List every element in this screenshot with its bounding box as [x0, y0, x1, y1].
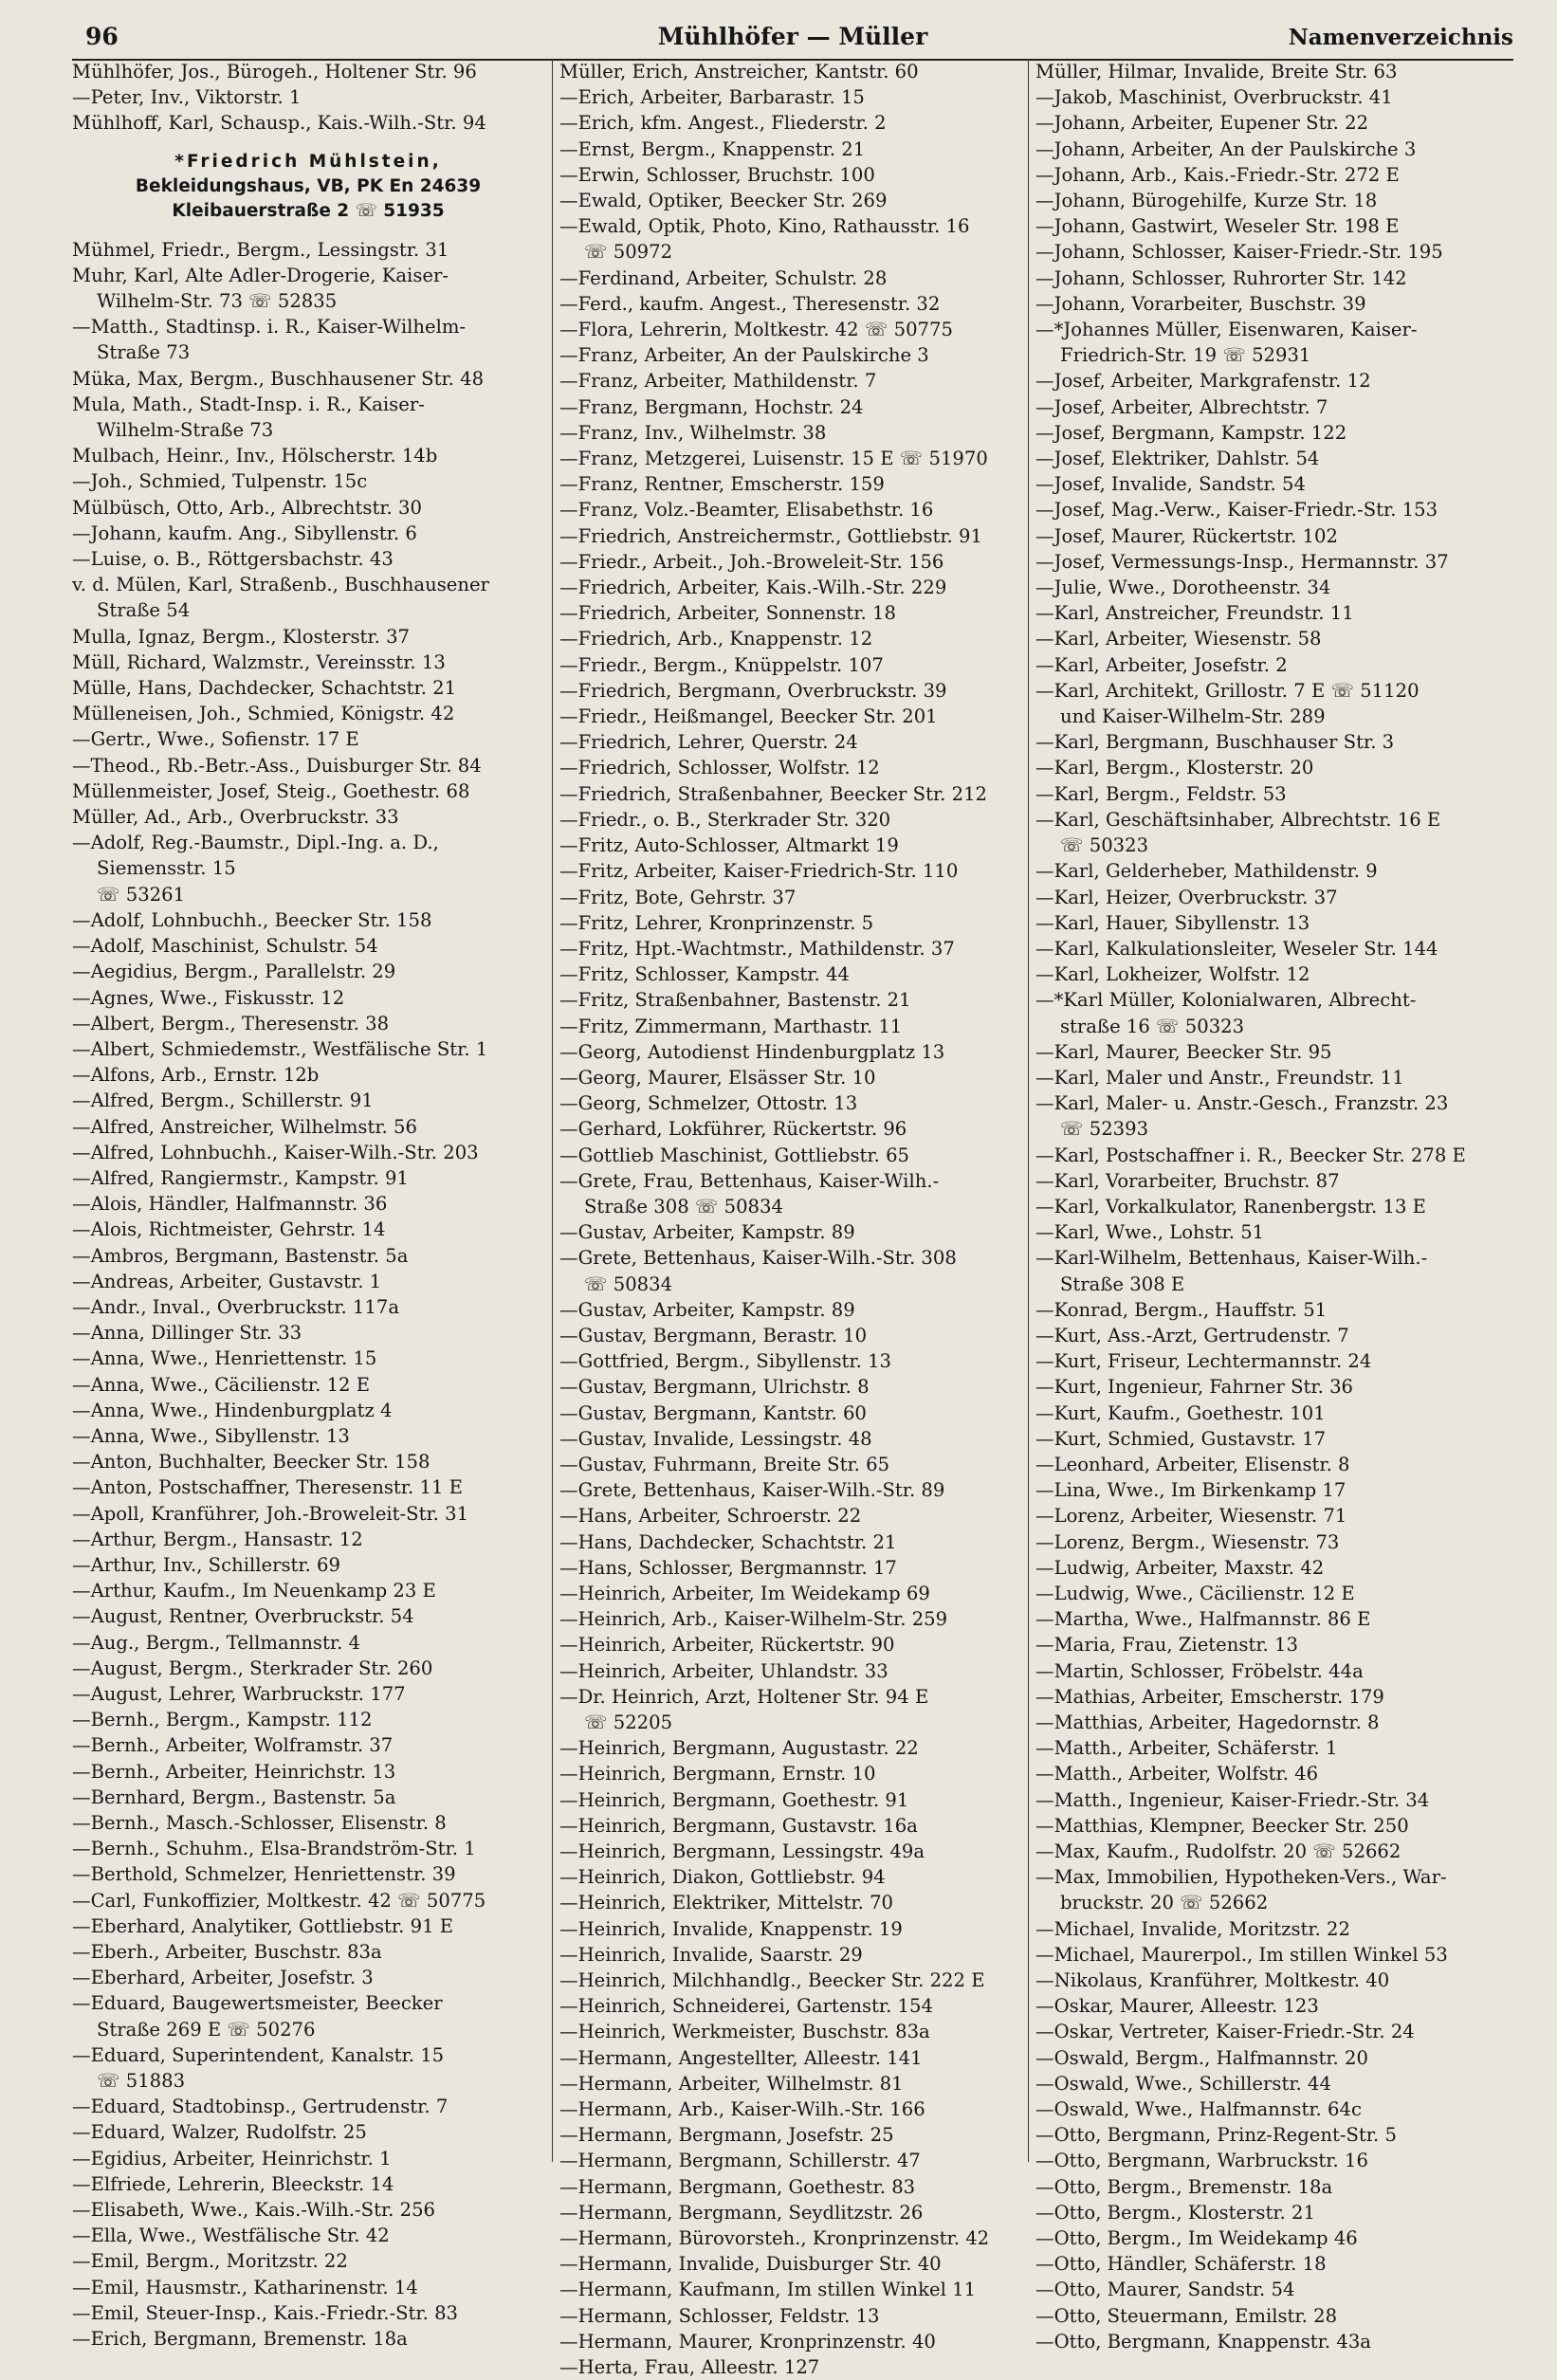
- directory-entry: —Friedrich, Arbeiter, Sonnenstr. 18: [559, 602, 896, 625]
- directory-entry: —Ferd., kaufm. Angest., Theresenstr. 32: [559, 292, 941, 315]
- directory-entry: —Kurt, Friseur, Lechtermannstr. 24: [1035, 1350, 1372, 1373]
- directory-entry: —Karl, Postschaffner i. R., Beecker Str. 278 E: [1035, 1144, 1466, 1166]
- directory-entry: —Hermann, Invalide, Duisburger Str. 40: [559, 2253, 942, 2276]
- directory-entry: Mühlhöfer, Jos., Bürogeh., Holtener Str. 96: [72, 61, 477, 82]
- directory-entry: —Heinrich, Werkmeister, Buschstr. 83a: [559, 2021, 930, 2043]
- directory-entry: —Eduard, Baugewertsmeister, Beecker: [72, 1992, 443, 2015]
- directory-entry: —Oswald, Wwe., Schillerstr. 44: [1035, 2072, 1331, 2095]
- directory-entry: —Johann, Bürogehilfe, Kurze Str. 18: [1035, 190, 1378, 212]
- directory-entry: —Heinrich, Elektriker, Mittelstr. 70: [559, 1892, 893, 1914]
- directory-entry: —Franz, Metzgerei, Luisenstr. 15 E ☏ 51970: [559, 448, 988, 470]
- directory-entry: —Friedr., o. B., Sterkrader Str. 320: [559, 808, 891, 831]
- directory-entry: —Hermann, Arb., Kaiser-Wilh.-Str. 166: [559, 2098, 925, 2121]
- directory-entry: ☏ 53261: [97, 883, 186, 906]
- directory-entry: —August, Rentner, Overbruckstr. 54: [72, 1605, 414, 1628]
- directory-entry: —Adolf, Reg.-Baumstr., Dipl.-Ing. a. D.,: [72, 832, 439, 854]
- directory-entry: bruckstr. 20 ☏ 52662: [1060, 1892, 1269, 1914]
- directory-entry: Mulbach, Heinr., Inv., Hölscherstr. 14b: [72, 445, 438, 467]
- directory-entry: —Karl, Kalkulationsleiter, Weseler Str. 144: [1035, 937, 1438, 960]
- directory-entry: —Leonhard, Arbeiter, Elisenstr. 8: [1035, 1453, 1350, 1475]
- directory-entry: —Emil, Bergm., Moritzstr. 22: [72, 2250, 348, 2273]
- directory-entry: —Dr. Heinrich, Arzt, Holtener Str. 94 E: [559, 1685, 929, 1708]
- directory-entry: —Lorenz, Bergm., Wiesenstr. 73: [1035, 1530, 1340, 1553]
- directory-entry: Mula, Math., Stadt-Insp. i. R., Kaiser-: [72, 393, 425, 415]
- directory-entry: —Johann, Gastwirt, Weseler Str. 198 E: [1035, 215, 1400, 238]
- directory-entry: —Adolf, Lohnbuchh., Beecker Str. 158: [72, 908, 432, 931]
- directory-entry: —Grete, Frau, Bettenhaus, Kaiser-Wilh.-: [559, 1169, 940, 1192]
- directory-entry: —Johann, kaufm. Ang., Sibyllenstr. 6: [72, 522, 417, 544]
- directory-entry: —Karl, Heizer, Overbruckstr. 37: [1035, 886, 1338, 908]
- directory-entry: —Friedrich, Arb., Knappenstr. 12: [559, 628, 873, 650]
- directory-entry: —Martha, Wwe., Halfmannstr. 86 E: [1035, 1608, 1371, 1631]
- directory-entry: Straße 308 ☏ 50834: [584, 1195, 783, 1217]
- directory-entry: —Oswald, Bergm., Halfmannstr. 20: [1035, 2046, 1368, 2069]
- directory-entry: —Matthias, Klempner, Beecker Str. 250: [1035, 1814, 1409, 1837]
- directory-entry: —Heinrich, Bergmann, Goethestr. 91: [559, 1788, 909, 1811]
- directory-entry: —Heinrich, Arbeiter, Uhlandstr. 33: [559, 1659, 888, 1682]
- directory-entry: —Maria, Frau, Zietenstr. 13: [1035, 1634, 1298, 1657]
- directory-entry: —Hans, Dachdecker, Schachtstr. 21: [559, 1530, 897, 1553]
- directory-entry: —August, Bergm., Sterkrader Str. 260: [72, 1657, 433, 1679]
- directory-entry: —Friedrich, Straßenbahner, Beecker Str. 212: [559, 782, 988, 805]
- directory-entry: —Kurt, Schmied, Gustavstr. 17: [1035, 1427, 1327, 1450]
- directory-entry: —Otto, Händler, Schäferstr. 18: [1035, 2253, 1327, 2276]
- directory-entry: —Heinrich, Diakon, Gottliebstr. 94: [559, 1866, 886, 1889]
- directory-entry: —Ferdinand, Arbeiter, Schulstr. 28: [559, 266, 888, 289]
- directory-entry: Müller, Erich, Anstreicher, Kantstr. 60: [559, 61, 919, 82]
- directory-entry: —Alfred, Lohnbuchh., Kaiser-Wilh.-Str. 203: [72, 1141, 479, 1163]
- directory-entry: —Otto, Bergmann, Knappenstr. 43a: [1035, 2330, 1371, 2353]
- directory-entry: Wilhelm-Straße 73: [97, 419, 274, 442]
- column-3: [1035, 59, 1510, 2353]
- directory-entry: —Karl, Arbeiter, Josefstr. 2: [1035, 653, 1288, 676]
- directory-entry: —Josef, Mag.-Verw., Kaiser-Friedr.-Str. 153: [1035, 499, 1438, 522]
- directory-entry: —Heinrich, Bergmann, Gustavstr. 16a: [559, 1814, 918, 1837]
- directory-entry: —Kurt, Ass.-Arzt, Gertrudenstr. 7: [1035, 1324, 1349, 1346]
- directory-entry: Mülbüsch, Otto, Arb., Albrechtstr. 30: [72, 496, 422, 519]
- directory-entry: —Kurt, Ingenieur, Fahrner Str. 36: [1035, 1376, 1354, 1399]
- section-title: Namenverzeichnis: [1288, 25, 1513, 50]
- directory-entry: —Ludwig, Wwe., Cäcilienstr. 12 E: [1035, 1582, 1355, 1604]
- directory-entry: —Karl, Bergm., Klosterstr. 20: [1035, 757, 1314, 779]
- directory-entry: —Anton, Postschaffner, Theresenstr. 11 E: [72, 1476, 463, 1499]
- directory-entry: —Otto, Bergmann, Warbruckstr. 16: [1035, 2150, 1368, 2172]
- directory-entry: —Alfred, Rangiermstr., Kampstr. 91: [72, 1166, 409, 1189]
- directory-entry: —Arthur, Bergm., Hansastr. 12: [72, 1528, 363, 1550]
- directory-entry: —Hermann, Schlosser, Feldstr. 13: [559, 2304, 880, 2327]
- directory-entry: —Hermann, Bergmann, Seydlitzstr. 26: [559, 2201, 924, 2224]
- directory-entry: —Johann, Schlosser, Kaiser-Friedr.-Str. 195: [1035, 241, 1443, 264]
- column-1: [72, 59, 544, 2351]
- directory-entry: Mülle, Hans, Dachdecker, Schachtstr. 21: [72, 677, 457, 700]
- directory-entry: Muhr, Karl, Alte Adler-Drogerie, Kaiser-: [72, 264, 449, 286]
- directory-entry: Müka, Max, Bergm., Buschhausener Str. 48: [72, 367, 485, 390]
- directory-entry: —Egidius, Arbeiter, Heinrichstr. 1: [72, 2147, 392, 2169]
- directory-entry: —Franz, Inv., Wilhelmstr. 38: [559, 421, 827, 444]
- directory-entry: —Mathias, Arbeiter, Emscherstr. 179: [1035, 1685, 1384, 1708]
- directory-entry: —Hermann, Arbeiter, Wilhelmstr. 81: [559, 2072, 904, 2095]
- directory-entry: —Johann, Arbeiter, Eupener Str. 22: [1035, 112, 1369, 135]
- directory-entry: —*Johannes Müller, Eisenwaren, Kaiser-: [1035, 319, 1418, 341]
- directory-entry: —Karl, Maurer, Beecker Str. 95: [1035, 1040, 1332, 1063]
- directory-entry: —Matthias, Arbeiter, Hagedornstr. 8: [1035, 1712, 1380, 1733]
- directory-entry: —Friedrich, Arbeiter, Kais.-Wilh.-Str. 229: [559, 577, 947, 599]
- directory-entry: —Franz, Rentner, Emscherstr. 159: [559, 473, 885, 496]
- directory-entry: —Eberh., Arbeiter, Buschstr. 83a: [72, 1941, 382, 1964]
- directory-entry: —Emil, Steuer-Insp., Kais.-Friedr.-Str. 83: [72, 2301, 459, 2324]
- directory-entry: —Gerhard, Lokführer, Rückertstr. 96: [559, 1118, 907, 1141]
- directory-entry: —Heinrich, Invalide, Saarstr. 29: [559, 1943, 863, 1966]
- directory-entry: —Heinrich, Bergmann, Lessingstr. 49a: [559, 1840, 925, 1863]
- directory-entry: —Heinrich, Schneiderei, Gartenstr. 154: [559, 1995, 933, 2018]
- directory-entry: —Josef, Invalide, Sandstr. 54: [1035, 473, 1306, 496]
- directory-entry: und Kaiser-Wilhelm-Str. 289: [1060, 705, 1326, 728]
- directory-entry: —Matth., Arbeiter, Wolfstr. 46: [1035, 1763, 1319, 1785]
- directory-entry: —Gertr., Wwe., Sofienstr. 17 E: [72, 728, 359, 751]
- directory-entry: Müller, Hilmar, Invalide, Breite Str. 63: [1035, 61, 1398, 82]
- directory-entry: —Karl, Bergm., Feldstr. 53: [1035, 782, 1287, 805]
- directory-entry: —Lina, Wwe., Im Birkenkamp 17: [1035, 1479, 1346, 1502]
- directory-entry: —Michael, Invalide, Moritzstr. 22: [1035, 1917, 1350, 1940]
- directory-entry: —Fritz, Auto-Schlosser, Altmarkt 19: [559, 834, 899, 857]
- directory-entry: ☏ 52393: [1060, 1118, 1149, 1141]
- directory-entry: —Nikolaus, Kranführer, Moltkestr. 40: [1035, 1969, 1390, 1992]
- directory-entry: —Franz, Volz.-Beamter, Elisabethstr. 16: [559, 499, 934, 522]
- directory-entry: Müller, Ad., Arb., Overbruckstr. 33: [72, 806, 399, 829]
- directory-entry: —Herta, Frau, Alleestr. 127: [559, 2356, 820, 2379]
- directory-entry: —Gustav, Fuhrmann, Breite Str. 65: [559, 1453, 890, 1475]
- directory-entry: ☏ 51883: [97, 2070, 186, 2093]
- directory-entry: —Bernhard, Bergm., Bastenstr. 5a: [72, 1785, 396, 1808]
- directory-entry: —Karl, Architekt, Grillostr. 7 E ☏ 51120: [1035, 679, 1420, 702]
- directory-entry: —Ewald, Optik, Photo, Kino, Rathausstr. 16: [559, 215, 970, 238]
- directory-entry: —Heinrich, Bergmann, Augustastr. 22: [559, 1737, 919, 1760]
- directory-entry: Mühmel, Friedr., Bergm., Lessingstr. 31: [72, 238, 449, 261]
- directory-entry: —Jakob, Maschinist, Overbruckstr. 41: [1035, 86, 1393, 109]
- directory-entry: —Ambros, Bergmann, Bastenstr. 5a: [72, 1244, 409, 1267]
- directory-entry: —Lorenz, Arbeiter, Wiesenstr. 71: [1035, 1505, 1347, 1528]
- directory-entry: —Johann, Vorarbeiter, Buschstr. 39: [1035, 292, 1366, 315]
- directory-entry: Straße 308 E: [1060, 1272, 1185, 1295]
- directory-entry: —Hermann, Angestellter, Alleestr. 141: [559, 2046, 923, 2069]
- directory-entry: —Grete, Bettenhaus, Kaiser-Wilh.-Str. 89: [559, 1479, 945, 1502]
- directory-entry: —Arthur, Kaufm., Im Neuenkamp 23 E: [72, 1580, 436, 1602]
- directory-entry: —Anna, Wwe., Cäcilienstr. 12 E: [72, 1373, 371, 1396]
- directory-entry: —Friedrich, Bergmann, Overbruckstr. 39: [559, 679, 947, 702]
- directory-entry: —Eduard, Stadtobinsp., Gertrudenstr. 7: [72, 2096, 449, 2118]
- directory-entry: —Aug., Bergm., Tellmannstr. 4: [72, 1631, 360, 1654]
- directory-entry: —Gustav, Invalide, Lessingstr. 48: [559, 1427, 872, 1450]
- directory-entry: —Josef, Vermessungs-Insp., Hermannstr. 37: [1035, 550, 1449, 573]
- directory-entry: —Karl, Maler und Anstr., Freundstr. 11: [1035, 1066, 1404, 1089]
- directory-entry: —Karl-Wilhelm, Bettenhaus, Kaiser-Wilh.-: [1035, 1247, 1428, 1270]
- directory-entry: —Gustav, Arbeiter, Kampstr. 89: [559, 1221, 855, 1244]
- directory-entry: —Hermann, Bergmann, Josefstr. 25: [559, 2124, 894, 2147]
- directory-entry: —Johann, Arb., Kais.-Friedr.-Str. 272 E: [1035, 163, 1400, 186]
- directory-entry: Müll, Richard, Walzmstr., Vereinsstr. 13: [72, 650, 446, 673]
- directory-entry: Straße 54: [97, 599, 191, 622]
- directory-entry: —Oswald, Wwe., Halfmannstr. 64c: [1035, 2098, 1362, 2121]
- directory-entry: ☏ 52205: [584, 1712, 673, 1733]
- page-title: Mühlhöfer — Müller: [657, 23, 928, 50]
- directory-entry: —Eberhard, Arbeiter, Josefstr. 3: [72, 1967, 374, 1989]
- directory-entry: —Michael, Maurerpol., Im stillen Winkel 53: [1035, 1943, 1448, 1966]
- directory-entry: —Fritz, Hpt.-Wachtmstr., Mathildenstr. 37: [559, 937, 955, 960]
- directory-entry: —Friedr., Bergm., Knüppelstr. 107: [559, 653, 884, 676]
- directory-entry: —Hermann, Bürovorsteh., Kronprinzenstr. 42: [559, 2227, 990, 2250]
- directory-entry: —Emil, Hausmstr., Katharinenstr. 14: [72, 2276, 418, 2298]
- directory-entry: —Erwin, Schlosser, Bruchstr. 100: [559, 163, 875, 186]
- directory-entry: ☏ 50834: [584, 1272, 673, 1295]
- directory-entry: —August, Lehrer, Warbruckstr. 177: [72, 1682, 406, 1705]
- directory-entry: —Alois, Richtmeister, Gehrstr. 14: [72, 1218, 386, 1241]
- directory-entry: —Otto, Bergm., Klosterstr. 21: [1035, 2201, 1315, 2224]
- directory-entry: —Fritz, Arbeiter, Kaiser-Friedrich-Str. 110: [559, 860, 959, 883]
- directory-entry: —Martin, Schlosser, Fröbelstr. 44a: [1035, 1659, 1364, 1682]
- directory-entry: —Erich, Bergmann, Bremenstr. 18a: [72, 2328, 408, 2351]
- directory-entry: —Eduard, Walzer, Rudolfstr. 25: [72, 2121, 367, 2144]
- directory-entry: —Anna, Wwe., Sibyllenstr. 13: [72, 1424, 350, 1447]
- page-header: [72, 21, 1513, 61]
- column-divider: [1028, 59, 1029, 2162]
- directory-entry: —Bernh., Bergm., Kampstr. 112: [72, 1709, 373, 1731]
- directory-entry: —Flora, Lehrerin, Moltkestr. 42 ☏ 50775: [559, 319, 953, 341]
- directory-entry: Mühlhoff, Karl, Schausp., Kais.-Wilh.-Str. 94: [72, 112, 486, 135]
- directory-entry: —Franz, Bergmann, Hochstr. 24: [559, 395, 864, 418]
- directory-entry: —Fritz, Bote, Gehrstr. 37: [559, 886, 797, 908]
- directory-entry: —Josef, Arbeiter, Albrechtstr. 7: [1035, 395, 1328, 418]
- directory-entry: Siemensstr. 15: [97, 857, 236, 880]
- directory-entry: —Erich, Arbeiter, Barbarastr. 15: [559, 86, 865, 109]
- directory-entry: —Josef, Maurer, Rückertstr. 102: [1035, 524, 1338, 547]
- directory-entry: —Karl, Wwe., Lohstr. 51: [1035, 1221, 1265, 1244]
- directory-entry: —Aegidius, Bergm., Parallelstr. 29: [72, 961, 396, 983]
- directory-entry: —Georg, Schmelzer, Ottostr. 13: [559, 1092, 858, 1115]
- directory-entry: —Anna, Dillinger Str. 33: [72, 1322, 302, 1345]
- directory-entry: —Elfriede, Lehrerin, Bleeckstr. 14: [72, 2172, 394, 2195]
- directory-entry: —Georg, Autodienst Hindenburgplatz 13: [559, 1040, 945, 1063]
- directory-entry: —Albert, Bergm., Theresenstr. 38: [72, 1012, 390, 1034]
- directory-entry: —Eduard, Superintendent, Kanalstr. 15: [72, 2043, 445, 2066]
- directory-entry: —Hermann, Bergmann, Goethestr. 83: [559, 2175, 916, 2198]
- directory-entry: —Karl, Lokheizer, Wolfstr. 12: [1035, 963, 1310, 986]
- directory-entry: —Andreas, Arbeiter, Gustavstr. 1: [72, 1270, 382, 1292]
- directory-entry: —Hermann, Bergmann, Schillerstr. 47: [559, 2150, 921, 2172]
- directory-entry: —Fritz, Lehrer, Kronprinzenstr. 5: [559, 911, 874, 934]
- directory-entry: —Andr., Inval., Overbruckstr. 117a: [72, 1295, 400, 1318]
- directory-entry: —Johann, Schlosser, Ruhrorter Str. 142: [1035, 266, 1407, 289]
- directory-entry: —Karl, Gelderheber, Mathildenstr. 9: [1035, 860, 1378, 883]
- directory-entry: —Ernst, Bergm., Knappenstr. 21: [559, 137, 866, 160]
- directory-entry: —Berthold, Schmelzer, Henriettenstr. 39: [72, 1863, 456, 1886]
- directory-entry: —Gustav, Arbeiter, Kampstr. 89: [559, 1298, 855, 1321]
- directory-entry: —Albert, Schmiedemstr., Westfälische Str. 1: [72, 1037, 488, 1060]
- directory-entry: —Johann, Arbeiter, An der Paulskirche 3: [1035, 137, 1417, 160]
- directory-entry: —Anton, Buchhalter, Beecker Str. 158: [72, 1451, 430, 1474]
- directory-entry: —Friedrich, Schlosser, Wolfstr. 12: [559, 757, 880, 779]
- directory-entry: —Gottfried, Bergm., Sibyllenstr. 13: [559, 1350, 892, 1373]
- directory-entry: —Otto, Bergm., Bremenstr. 18a: [1035, 2175, 1333, 2198]
- directory-entry: —Karl, Maler- u. Anstr.-Gesch., Franzstr. 23: [1035, 1092, 1449, 1115]
- directory-entry: —Joh., Schmied, Tulpenstr. 15c: [72, 470, 368, 493]
- directory-entry: Wilhelm-Str. 73 ☏ 52835: [97, 290, 338, 313]
- directory-entry: Straße 73: [97, 341, 191, 364]
- directory-entry: —Max, Kaufm., Rudolfstr. 20 ☏ 52662: [1035, 1840, 1401, 1863]
- directory-entry: —Karl, Anstreicher, Freundstr. 11: [1035, 602, 1354, 625]
- directory-entry: —Josef, Bergmann, Kampstr. 122: [1035, 421, 1347, 444]
- directory-entry: —Bernh., Masch.-Schlosser, Elisenstr. 8: [72, 1812, 447, 1834]
- directory-entry: —Anna, Wwe., Henriettenstr. 15: [72, 1347, 377, 1370]
- directory-entry: —Fritz, Zimmermann, Marthastr. 11: [559, 1015, 903, 1037]
- directory-entry: —Max, Immobilien, Hypotheken-Vers., War-: [1035, 1866, 1447, 1889]
- directory-entry: —Erich, kfm. Angest., Fliederstr. 2: [559, 112, 887, 135]
- directory-entry: —Theod., Rb.-Betr.-Ass., Duisburger Str. 84: [72, 754, 482, 777]
- directory-entry: —Bernh., Arbeiter, Wolframstr. 37: [72, 1734, 394, 1757]
- ad-name: *Friedrich Mühlstein,: [174, 151, 442, 172]
- ad-line-3: Kleibauerstraße 2 ☏ 51935: [172, 200, 445, 221]
- directory-entry: —Gustav, Bergmann, Ulrichstr. 8: [559, 1376, 870, 1399]
- directory-entry: —Bernh., Arbeiter, Heinrichstr. 13: [72, 1760, 396, 1783]
- directory-entry: —Ella, Wwe., Westfälische Str. 42: [72, 2224, 390, 2247]
- directory-entry: —Friedr., Arbeit., Joh.-Broweleit-Str. 156: [559, 550, 944, 573]
- directory-entry: —Fritz, Straßenbahner, Bastenstr. 21: [559, 989, 911, 1012]
- directory-entry: —Karl, Vorarbeiter, Bruchstr. 87: [1035, 1169, 1340, 1192]
- directory-entry: —Agnes, Wwe., Fiskusstr. 12: [72, 986, 345, 1009]
- directory-entry: —Gustav, Bergmann, Berastr. 10: [559, 1324, 868, 1346]
- directory-entry: —Elisabeth, Wwe., Kais.-Wilh.-Str. 256: [72, 2199, 436, 2222]
- directory-entry: straße 16 ☏ 50323: [1060, 1015, 1245, 1037]
- directory-entry: —Josef, Arbeiter, Markgrafenstr. 12: [1035, 370, 1371, 393]
- directory-entry: —Franz, Arbeiter, Mathildenstr. 7: [559, 370, 877, 393]
- directory-entry: —Luise, o. B., Röttgersbachstr. 43: [72, 548, 394, 571]
- directory-entry: —Oskar, Maurer, Alleestr. 123: [1035, 1995, 1319, 2018]
- directory-entry: —Matth., Stadtinsp. i. R., Kaiser-Wilhelm-: [72, 316, 467, 339]
- directory-entry: —Heinrich, Milchhandlg., Beecker Str. 222 E: [559, 1969, 985, 1992]
- directory-entry: Mulla, Ignaz, Bergm., Klosterstr. 37: [72, 625, 411, 648]
- page-number: 96: [85, 23, 119, 50]
- directory-entry: —Alfons, Arb., Ernstr. 12b: [72, 1064, 320, 1087]
- directory-entry: —Matth., Arbeiter, Schäferstr. 1: [1035, 1737, 1338, 1760]
- directory-entry: —Hermann, Maurer, Kronprinzenstr. 40: [559, 2330, 936, 2353]
- directory-entry: —Julie, Wwe., Dorotheenstr. 34: [1035, 577, 1331, 599]
- directory-entry: —Grete, Bettenhaus, Kaiser-Wilh.-Str. 308: [559, 1247, 957, 1270]
- directory-entry: —Karl, Vorkalkulator, Ranenbergstr. 13 E: [1035, 1195, 1426, 1217]
- directory-entry: —Alfred, Anstreicher, Wilhelmstr. 56: [72, 1115, 417, 1138]
- directory-entry: —Franz, Arbeiter, An der Paulskirche 3: [559, 344, 929, 367]
- directory-entry: —Otto, Bergmann, Prinz-Regent-Str. 5: [1035, 2124, 1397, 2147]
- directory-entry: —Ludwig, Arbeiter, Maxstr. 42: [1035, 1556, 1325, 1579]
- directory-entry: —Josef, Elektriker, Dahlstr. 54: [1035, 448, 1320, 470]
- directory-entry: —Peter, Inv., Viktorstr. 1: [72, 86, 302, 109]
- directory-entry: —Heinrich, Arbeiter, Rückertstr. 90: [559, 1634, 895, 1657]
- directory-entry: —Konrad, Bergm., Hauffstr. 51: [1035, 1298, 1328, 1321]
- directory-entry: —Hans, Arbeiter, Schroerstr. 22: [559, 1505, 862, 1528]
- directory-entry: —Friedrich, Lehrer, Querstr. 24: [559, 731, 858, 754]
- directory-entry: —Karl, Geschäftsinhaber, Albrechtstr. 16 E: [1035, 808, 1441, 831]
- directory-entry: Müllenmeister, Josef, Steig., Goethestr. 68: [72, 779, 470, 802]
- directory-entry: Friedrich-Str. 19 ☏ 52931: [1060, 344, 1311, 367]
- advertisement: [72, 150, 544, 224]
- directory-entry: —Alfred, Bergm., Schillerstr. 91: [72, 1089, 374, 1112]
- directory-entry: —Karl, Hauer, Sibyllenstr. 13: [1035, 911, 1310, 934]
- directory-entry: —Karl, Bergmann, Buschhauser Str. 3: [1035, 731, 1395, 754]
- directory-entry: v. d. Mülen, Karl, Straßenb., Buschhausener: [72, 574, 489, 596]
- directory-entry: —Otto, Maurer, Sandstr. 54: [1035, 2279, 1295, 2301]
- directory-entry: —Heinrich, Arb., Kaiser-Wilhelm-Str. 259: [559, 1608, 948, 1631]
- directory-entry: ☏ 50972: [584, 241, 673, 264]
- directory-entry: —Gottlieb Maschinist, Gottliebstr. 65: [559, 1144, 910, 1166]
- directory-entry: —Hermann, Kaufmann, Im stillen Winkel 11: [559, 2279, 977, 2301]
- directory-entry: —Friedr., Heißmangel, Beecker Str. 201: [559, 705, 938, 728]
- directory-entry: —Kurt, Kaufm., Goethestr. 101: [1035, 1401, 1326, 1424]
- directory-entry: —Otto, Bergm., Im Weidekamp 46: [1035, 2227, 1358, 2250]
- directory-entry: Straße 269 E ☏ 50276: [97, 2018, 316, 2041]
- directory-entry: —Otto, Steuermann, Emilstr. 28: [1035, 2304, 1338, 2327]
- directory-entry: —Eberhard, Analytiker, Gottliebstr. 91 E: [72, 1914, 454, 1937]
- directory-entry: —Gustav, Bergmann, Kantstr. 60: [559, 1401, 867, 1424]
- directory-entry: —Carl, Funkoffizier, Moltkestr. 42 ☏ 50775: [72, 1889, 486, 1912]
- directory-entry: —Hans, Schlosser, Bergmannstr. 17: [559, 1556, 897, 1579]
- directory-entry: —Heinrich, Bergmann, Ernstr. 10: [559, 1763, 876, 1785]
- directory-entry: —Alois, Händler, Halfmannstr. 36: [72, 1193, 388, 1216]
- directory-entry: —Heinrich, Arbeiter, Im Weidekamp 69: [559, 1582, 930, 1604]
- column-2: [559, 59, 1022, 2379]
- directory-entry: Mülleneisen, Joh., Schmied, Königstr. 42: [72, 703, 455, 725]
- directory-entry: —Bernh., Schuhm., Elsa-Brandström-Str. 1: [72, 1838, 476, 1860]
- directory-entry: —Matth., Ingenieur, Kaiser-Friedr.-Str. 34: [1035, 1788, 1430, 1811]
- directory-entry: —Karl, Arbeiter, Wiesenstr. 58: [1035, 628, 1322, 650]
- directory-entry: —Ewald, Optiker, Beecker Str. 269: [559, 190, 888, 212]
- ad-line-2: Bekleidungshaus, VB, PK En 24639: [135, 175, 482, 196]
- directory-entry: —Friedrich, Anstreichermstr., Gottliebstr. 91: [559, 524, 982, 547]
- directory-entry: —*Karl Müller, Kolonialwaren, Albrecht-: [1035, 989, 1417, 1012]
- directory-entry: —Heinrich, Invalide, Knappenstr. 19: [559, 1917, 903, 1940]
- column-divider: [552, 59, 553, 2162]
- directory-entry: ☏ 50323: [1060, 834, 1149, 857]
- directory-entry: —Adolf, Maschinist, Schulstr. 54: [72, 935, 378, 958]
- directory-entry: —Apoll, Kranführer, Joh.-Broweleit-Str. 31: [72, 1502, 469, 1525]
- directory-entry: —Fritz, Schlosser, Kampstr. 44: [559, 963, 850, 986]
- directory-entry: —Oskar, Vertreter, Kaiser-Friedr.-Str. 24: [1035, 2021, 1415, 2043]
- directory-entry: —Arthur, Inv., Schillerstr. 69: [72, 1553, 340, 1576]
- directory-entry: —Georg, Maurer, Elsässer Str. 10: [559, 1066, 876, 1089]
- directory-entry: —Anna, Wwe., Hindenburgplatz 4: [72, 1399, 393, 1421]
